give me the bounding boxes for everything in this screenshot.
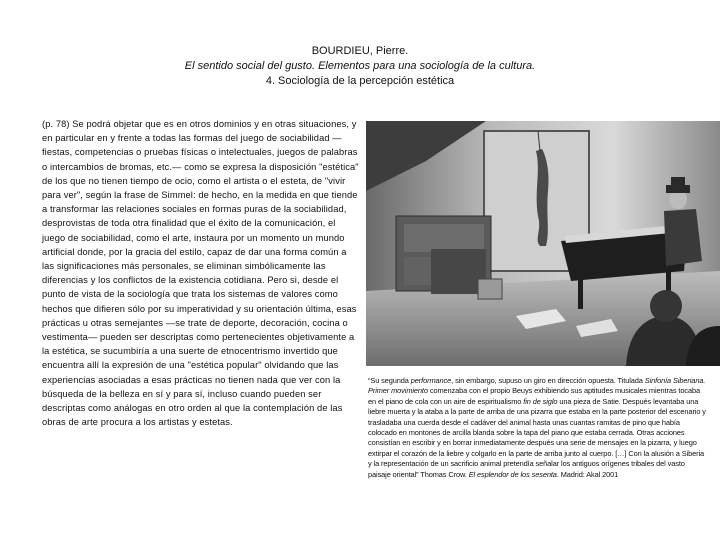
caption-text: , sin embargo, supuso un giro en dirección opuesta. Titulada [451,376,645,385]
caption-text: “Su segunda [368,376,411,385]
chapter-title: 4. Sociología de la percepción estética [265,75,455,87]
caption-text: comenzaba con el propio Beuys exhibiendo sus aptitudes musicales mientras tocaba en el piano de cola con un aire de espiritualismo [368,386,700,406]
photo-image [366,121,720,366]
header [0,44,720,89]
author: BOURDIEU, Pierre. [311,45,409,57]
caption-italic-fin-de-siglo: fin de siglo [523,396,558,406]
caption-text: . Madrid: Akal 2001 [556,469,619,479]
caption-italic-performance: performance [410,376,452,385]
caption-italic-title: Sinfonía Siberiana. Primer movimiento [368,376,706,396]
caption-italic-book: El esplendor de los sesenta [468,469,557,479]
quote-text: (p. 78) Se podrá objetar que es en otros dominios y en otras situaciones, y en particular en y frente a todas las formas del juego de sociabilidad —fiestas, competencias o pruebas físicas o intelectuales, juegos de palabras o intercambios de bromas, etc.— como se expresa la disposición "estética" de los que no tienen tiempo de ocio, como el artista o el esteta, de "vivir para ver", según la frase de Simmel: de hecho, en la medida en que tiende a transformar las relaciones sociales en formas puras de la sociabilidad, desprovistas de toda otra finalidad que el éxito de la comunicación, el juego de sociabilidad, como el arte, instaura por un momento un mundo artificial donde, por la gracia del estilo, capaz de dar una forma común a las significaciones más personales, se eliminan simbólicamente las diferencias y los conflictos de la existencia cotidiana. Pero si, desde el punto de vista de la sociología que trata los sistemas de valores como hechos que difieren sólo por su imperatividad y su orientación última, esas prácticas u otras semejantes —se trate de deporte, decoración, cocina o vestimenta— pueden ser descriptas como pertenecientes objetivamente a la estética, se sucumbiría a una suerte de etnocentrismo invertido que encuentra allí la expresión de una "estética popular" olvidando que las experiencias asociadas a esas prácticas no tienen nada que ver con la búsqueda de la belleza en sí y para sí, incluso cuando pueden ser descriptas como análogas en otro orden al que la contemplación de las obras de arte procura a los artistas y estetas. [42,119,359,428]
photo-caption [368,376,708,480]
book-title: El sentido social del gusto. Elementos para una sociología de la cultura. [184,60,536,72]
performance-photo [366,121,720,366]
caption-text: una pieza de Satie. Después levantaba una liebre muerta y la ataba a la parte de arriba de una pizarra que estaba en la parte posterior del escenario y trasladaba una cuerda desde el cadáver del animal hasta unas cuantas ramitas de pino que había colocado en montones de arcilla blanda sobre la tapa del piano que estaba cerrada. Otras acciones consistían en escribir y en borrar inmediatamente después una serie de mensajes en la pizarra, y luego extirpar el corazón de la liebre y colgarlo en la parte de arriba junto al cuerpo. […] Con la alusión a Siberia y la representación de un sacrificio animal pretendía señalar los antiguos orígenes tribales del vasto paisaje oriental” Thomas Crow. [368,396,706,479]
